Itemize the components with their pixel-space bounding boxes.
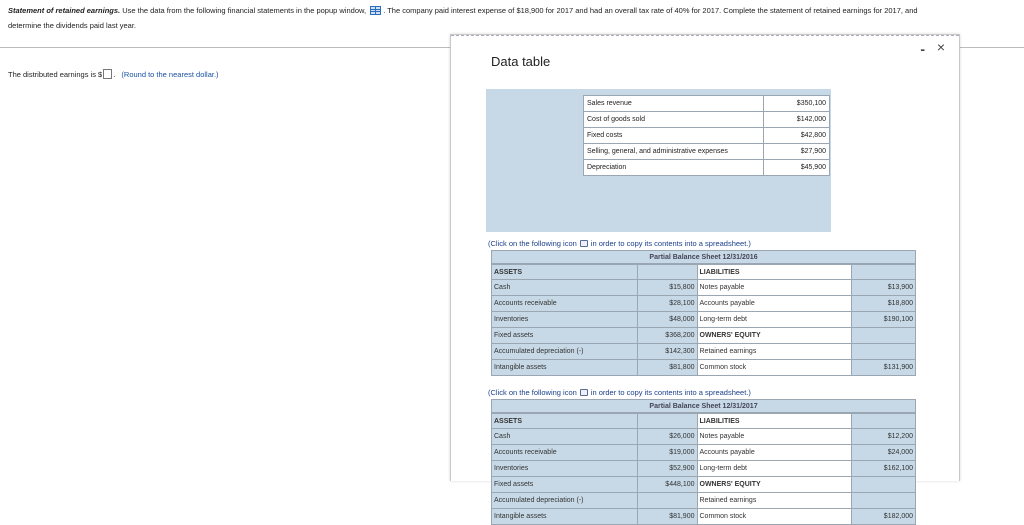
copy-spreadsheet-icon[interactable] — [580, 240, 588, 247]
liability-label: Retained earnings — [697, 344, 852, 360]
balance-sheet-2017 — [491, 399, 916, 525]
modal-title: Data table — [491, 54, 551, 69]
liability-value: $190,100 — [852, 312, 916, 328]
table-row — [584, 96, 830, 112]
line-item-value: $350,100 — [764, 96, 830, 112]
liability-value: $13,900 — [852, 280, 916, 296]
assets-header: ASSETS — [492, 414, 638, 429]
close-button[interactable]: × — [936, 39, 945, 55]
liability-label: OWNERS' EQUITY — [697, 477, 852, 493]
liability-value — [852, 328, 916, 344]
asset-value: $368,200 — [637, 328, 697, 344]
asset-label: Accumulated depreciation (-) — [492, 344, 638, 360]
line-item-label: Fixed costs — [584, 128, 764, 144]
asset-value: $81,900 — [637, 509, 697, 525]
table-row — [492, 461, 916, 477]
liability-value: $18,800 — [852, 296, 916, 312]
asset-label: Inventories — [492, 312, 638, 328]
table-row — [492, 509, 916, 525]
liability-value — [852, 344, 916, 360]
liability-label: OWNERS' EQUITY — [697, 328, 852, 344]
copy-note-1: (Click on the following icon in order to copy its contents into a spreadsheet.) — [488, 239, 751, 248]
liability-value: $182,000 — [852, 509, 916, 525]
income-statement-panel — [486, 89, 831, 232]
liability-label: Common stock — [697, 509, 852, 525]
liability-value: $162,100 — [852, 461, 916, 477]
table-row — [492, 445, 916, 461]
asset-label: Fixed assets — [492, 328, 638, 344]
table-row — [492, 280, 916, 296]
data-table-content[interactable] — [486, 89, 918, 520]
question-text-line2: determine the dividends paid last year. — [8, 21, 136, 30]
asset-value: $15,800 — [637, 280, 697, 296]
asset-label: Accounts receivable — [492, 445, 638, 461]
table-row — [584, 128, 830, 144]
asset-label: Intangible assets — [492, 509, 638, 525]
question-text: Statement of retained earnings. Use the data from the following financial statements in the popup window, . The company paid interest expense of $18,900 for 2017 and had an overall tax rate of 40% for 2017. Complete the statement of retained earnings for 2017, and — [8, 6, 918, 15]
copy-note-2: (Click on the following icon in order to copy its contents into a spreadsheet.) — [488, 388, 751, 397]
asset-value: $48,000 — [637, 312, 697, 328]
liability-label: Long-term debt — [697, 461, 852, 477]
table-row — [492, 360, 916, 376]
liability-label: Notes payable — [697, 280, 852, 296]
asset-label: Cash — [492, 429, 638, 445]
balance-sheet-title: Partial Balance Sheet 12/31/2017 — [491, 399, 916, 413]
question-title: Statement of retained earnings. — [8, 6, 121, 15]
asset-value: $19,000 — [637, 445, 697, 461]
rounding-hint: (Round to the nearest dollar.) — [121, 70, 219, 79]
liabilities-header: LIABILITIES — [697, 265, 852, 280]
answer-row: The distributed earnings is $ . (Round to the nearest dollar.) — [8, 70, 219, 79]
assets-header: ASSETS — [492, 265, 638, 280]
liability-label: Common stock — [697, 360, 852, 376]
answer-input[interactable] — [103, 69, 112, 79]
asset-label: Intangible assets — [492, 360, 638, 376]
line-item-label: Selling, general, and administrative expenses — [584, 144, 764, 160]
asset-value: $28,100 — [637, 296, 697, 312]
balance-sheet-table — [491, 413, 916, 525]
table-row — [584, 112, 830, 128]
line-item-label: Depreciation — [584, 160, 764, 176]
liability-label: Notes payable — [697, 429, 852, 445]
line-item-value: $45,900 — [764, 160, 830, 176]
asset-value: $26,000 — [637, 429, 697, 445]
table-row — [492, 312, 916, 328]
liability-value: $12,200 — [852, 429, 916, 445]
copy-spreadsheet-icon[interactable] — [580, 389, 588, 396]
minimize-button[interactable]: - — [920, 41, 925, 57]
liability-label: Accounts payable — [697, 445, 852, 461]
line-item-value: $142,000 — [764, 112, 830, 128]
asset-label: Inventories — [492, 461, 638, 477]
line-item-value: $42,800 — [764, 128, 830, 144]
liability-value — [852, 477, 916, 493]
income-statement-table — [583, 95, 830, 176]
liability-label: Retained earnings — [697, 493, 852, 509]
balance-sheet-title: Partial Balance Sheet 12/31/2016 — [491, 250, 916, 264]
modal-top-border — [451, 35, 959, 38]
data-table-popup — [450, 34, 960, 520]
liabilities-header: LIABILITIES — [697, 414, 852, 429]
table-row — [584, 160, 830, 176]
asset-value: $142,300 — [637, 344, 697, 360]
line-item-value: $27,900 — [764, 144, 830, 160]
balance-sheet-2016 — [491, 250, 916, 376]
table-row — [492, 477, 916, 493]
liability-label: Accounts payable — [697, 296, 852, 312]
table-row — [492, 429, 916, 445]
asset-value — [637, 493, 697, 509]
data-table-icon[interactable] — [370, 6, 381, 15]
asset-label: Fixed assets — [492, 477, 638, 493]
liability-label: Long-term debt — [697, 312, 852, 328]
asset-label: Accounts receivable — [492, 296, 638, 312]
asset-value: $448,100 — [637, 477, 697, 493]
liability-value — [852, 493, 916, 509]
asset-value: $52,900 — [637, 461, 697, 477]
table-row — [492, 296, 916, 312]
liability-value: $24,000 — [852, 445, 916, 461]
asset-label: Accumulated depreciation (-) — [492, 493, 638, 509]
table-row — [584, 144, 830, 160]
asset-value: $81,800 — [637, 360, 697, 376]
asset-label: Cash — [492, 280, 638, 296]
table-row — [492, 328, 916, 344]
line-item-label: Sales revenue — [584, 96, 764, 112]
table-row — [492, 344, 916, 360]
liability-value: $131,900 — [852, 360, 916, 376]
balance-sheet-table — [491, 264, 916, 376]
table-row — [492, 493, 916, 509]
line-item-label: Cost of goods sold — [584, 112, 764, 128]
